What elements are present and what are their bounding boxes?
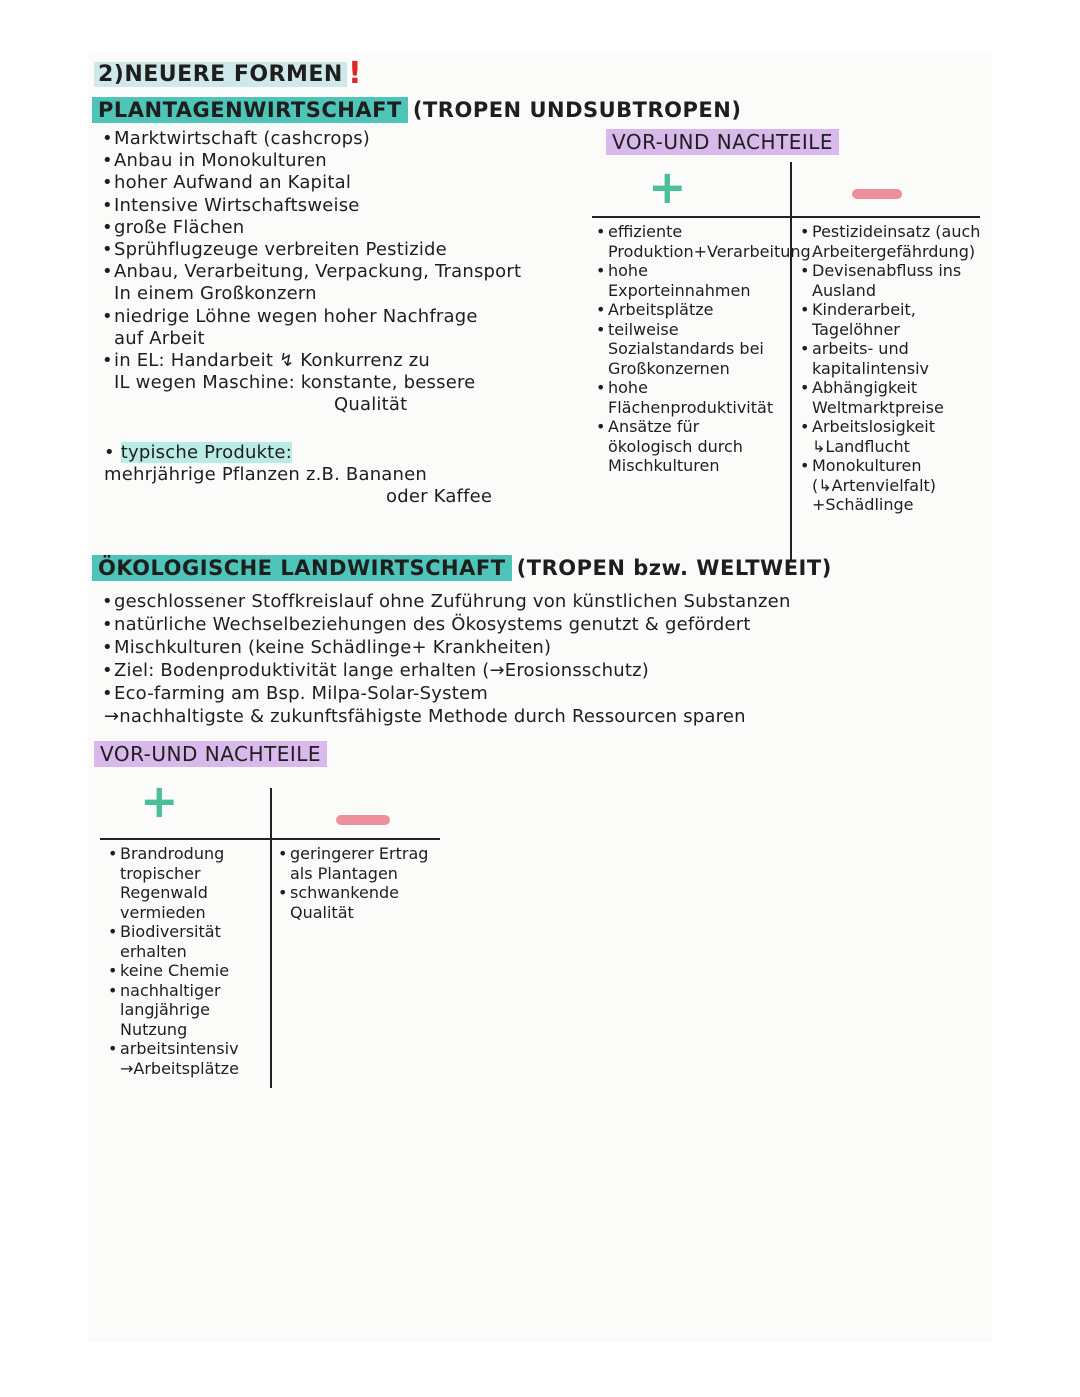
list-item: • geringerer Ertrag als Plantagen: [280, 844, 452, 883]
organic-title: [92, 556, 832, 580]
list-item: • Intensive Wirtschaftsweise: [104, 195, 594, 217]
list-item: →nachhaltigste & zukunftsfähigste Methode durch Ressourcen sparen: [104, 706, 746, 727]
list-item: • Ansätze für ökologisch durch Mischkulturen: [598, 417, 786, 476]
list-item: In einem Großkonzern: [114, 283, 317, 305]
exclamation-mark: !: [348, 56, 362, 91]
typical-products: • typische Produkte: mehrjährige Pflanzen z.B. Bananen oder Kaffee: [104, 442, 574, 508]
list-item: IL wegen Maschine: konstante, bessere: [114, 372, 476, 394]
list-item: • effiziente Produktion+Verarbeitung: [598, 222, 786, 261]
list-item: • teilweise Sozialstandards bei Großkonzernen: [598, 320, 786, 379]
list-item: • hohe Flächenproduktivität: [598, 378, 786, 417]
list-item: • große Flächen: [104, 217, 594, 239]
list-item: • natürliche Wechselbeziehungen des Ökosystems genutzt & gefördert: [104, 613, 984, 636]
plantation-title: [92, 98, 741, 122]
typical-products-label: typische Produkte:: [120, 442, 292, 463]
list-item: • keine Chemie: [110, 961, 266, 981]
list-item: • Mischkulturen (keine Schädlinge+ Krankheiten): [104, 636, 984, 659]
list-item: • Anbau, Verarbeitung, Verpackung, Transport: [104, 261, 594, 283]
list-item: • Anbau in Monokulturen: [104, 150, 594, 172]
minus-icon: [336, 810, 390, 829]
list-item: Qualität: [334, 394, 408, 416]
list-item: • Sprühflugzeuge verbreiten Pestizide: [104, 239, 594, 261]
list-item: • niedrige Löhne wegen hoher Nachfrage: [104, 306, 594, 328]
proscons-horizontal-divider: [592, 216, 980, 218]
organic-cons: [280, 844, 452, 922]
list-item: • arbeitsintensiv →Arbeitsplätze: [110, 1039, 266, 1078]
list-item: • Biodiversität erhalten: [110, 922, 266, 961]
list-item: • Brandrodung tropischer Regenwald vermieden: [110, 844, 266, 922]
organic-title-text: ÖKOLOGISCHE LANDWIRTSCHAFT: [92, 555, 512, 581]
organic-bullets: [104, 590, 984, 728]
list-item: • Eco-farming am Bsp. Milpa-Solar-System: [104, 682, 984, 705]
list-item: • Marktwirtschaft (cashcrops): [104, 128, 594, 150]
section-heading: 2)NEUERE FORMEN: [94, 62, 347, 87]
list-item: • Arbeitslosigkeit ↳Landflucht: [802, 417, 982, 456]
typical-products-line1: mehrjährige Pflanzen z.B. Bananen: [104, 464, 428, 485]
list-item: • Pestizideinsatz (auch Arbeitergefährdung): [802, 222, 982, 261]
organic-subtitle: (TROPEN bzw. WELTWEIT): [516, 556, 832, 580]
plantation-bullets: [104, 128, 594, 417]
list-item: • Monokulturen (↳Artenvielfalt) +Schädlinge: [802, 456, 982, 515]
proscons-vertical-divider: [790, 162, 792, 562]
list-item: • Devisenabfluss ins Ausland: [802, 261, 982, 300]
organic-pros: [110, 844, 266, 1078]
organic-proscons-title: VOR-UND NACHTEILE: [94, 742, 327, 766]
plantation-cons: [802, 222, 982, 515]
list-item: • Kinderarbeit, Tagelöhner: [802, 300, 982, 339]
list-item: auf Arbeit: [114, 327, 205, 349]
plus-icon: +: [140, 774, 179, 828]
plantation-subtitle: (TROPEN UNDSUBTROPEN): [412, 98, 742, 122]
typical-products-line2: oder Kaffee: [386, 486, 493, 507]
list-item: • Abhängigkeit Weltmarktpreise: [802, 378, 982, 417]
list-item: • in EL: Handarbeit ↯ Konkurrenz zu: [104, 350, 594, 372]
list-item: • arbeits- und kapitalintensiv: [802, 339, 982, 378]
list-item: • hohe Exporteinnahmen: [598, 261, 786, 300]
plus-icon: +: [648, 160, 687, 214]
list-item: • hoher Aufwand an Kapital: [104, 172, 594, 194]
list-item: • Arbeitsplätze: [598, 300, 786, 320]
minus-icon: [852, 184, 902, 203]
list-item: • schwankende Qualität: [280, 883, 452, 922]
plantation-pros: [598, 222, 811, 476]
list-item: • Ziel: Bodenproduktivität lange erhalten (→Erosionsschutz): [104, 659, 984, 682]
plantation-proscons-title: VOR-UND NACHTEILE: [606, 130, 839, 154]
list-item: • geschlossener Stoffkreislauf ohne Zuführung von künstlichen Substanzen: [104, 590, 984, 613]
proscons-vertical-divider: [270, 788, 272, 1088]
list-item: • nachhaltiger langjährige Nutzung: [110, 981, 266, 1040]
plantation-title-text: PLANTAGENWIRTSCHAFT: [92, 97, 408, 123]
